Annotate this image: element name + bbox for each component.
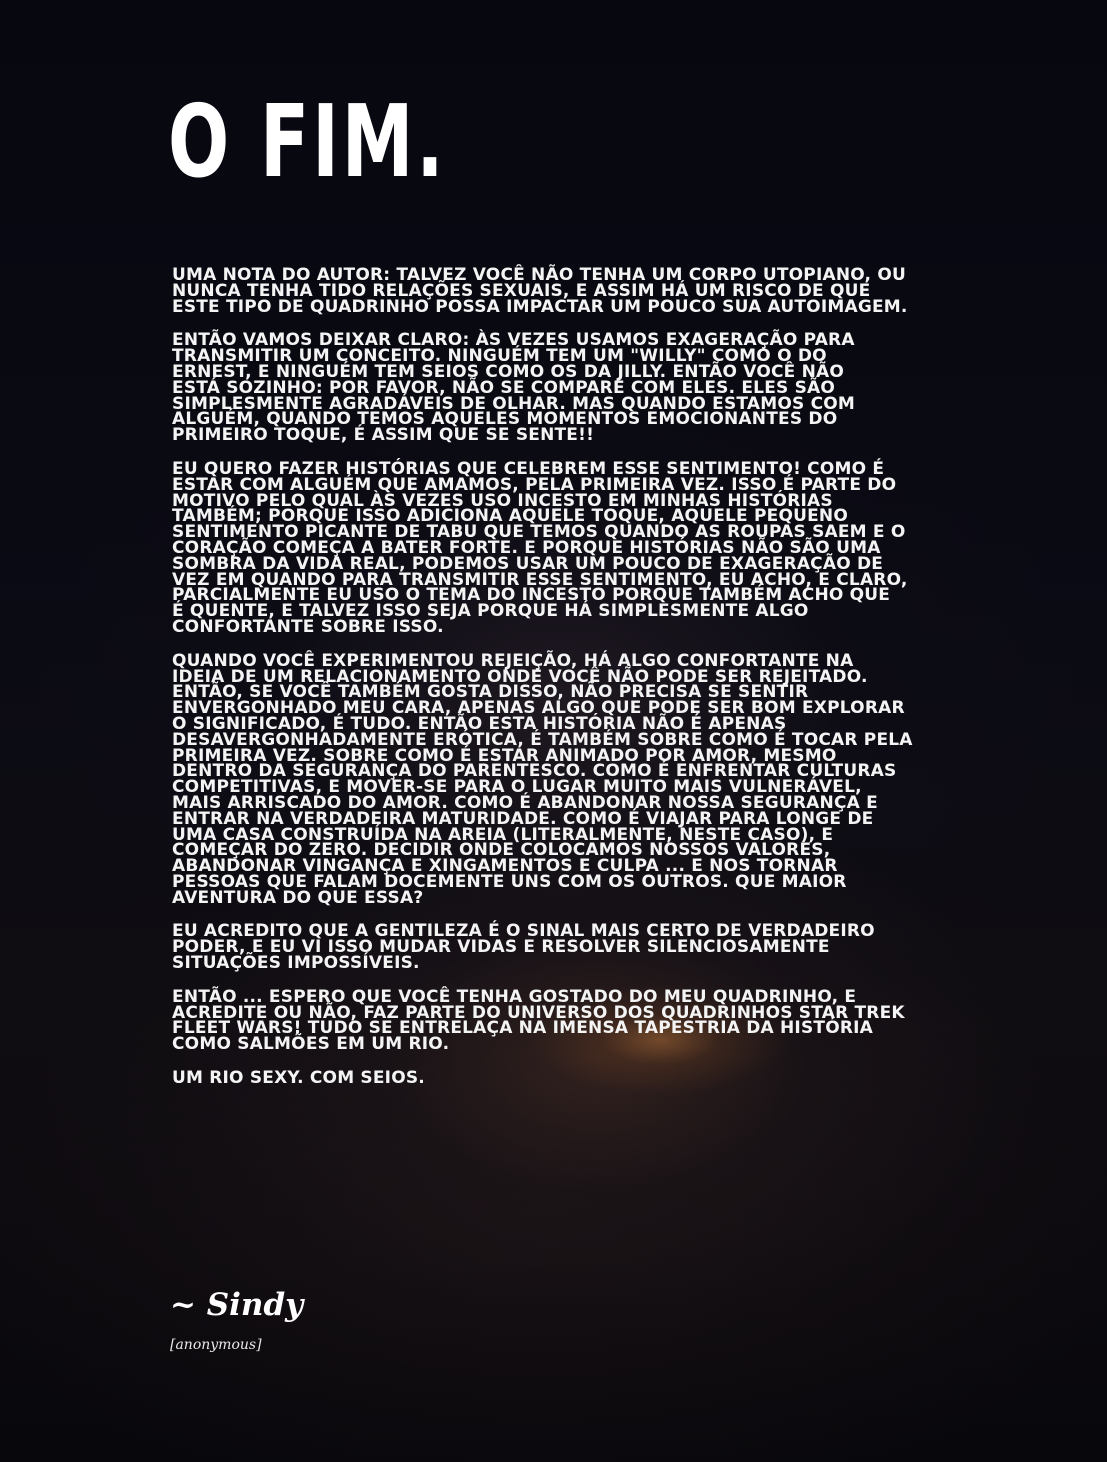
page-title: O FIM. bbox=[168, 83, 447, 200]
author-note bbox=[172, 265, 1052, 1105]
paragraph: EU QUERO FAZER HISTÓRIAS QUE CELEBREM ESSE SENTIMENTO! COMO É ESTAR COM ALGUÉM QUE AMAMOS, PELA PRIMEIRA VEZ. ISSO É PARTE DO MOTIVO PELO QUAL ÀS VEZES USO INCESTO EM MINHAS HISTÓRIAS TAMBÉM; PORQUE ISSO ADICIONA AQUELE TOQUE, AQUELE PEQUENO SENTIMENTO PICANTE DE TABU QUE TEMOS QUANDO AS ROUPAS SAEM E O CORAÇÃO COMEÇA A BATER FORTE. E PORQUE HISTÓRIAS NÃO SÃO UMA SOMBRA DA VIDA REAL, PODEMOS USAR UM POUCO DE EXAGERAÇÃO DE VEZ EM QUANDO PARA TRANSMITIR ESSE SENTIMENTO, EU ACHO, E CLARO, PARCIALMENTE EU USO O TEMA DO INCESTO PORQUE TAMBÉM ACHO QUE É QUENTE, E TALVEZ ISSO SEJA PORQUE HÁ SIMPLESMENTE ALGO CONFORTANTE SOBRE ISSO. bbox=[172, 458, 908, 637]
signature-subtitle: [anonymous] bbox=[170, 1337, 262, 1353]
paragraph: QUANDO VOCÊ EXPERIMENTOU REJEIÇÃO, HÁ ALGO CONFORTANTE NA IDEIA DE UM RELACIONAMENTO ONDE VOCÊ NÃO PODE SER REJEITADO. ENTÃO, SE VOCÊ TAMBÉM GOSTA DISSO, NÃO PRECISA SE SENTIR ENVERGONHADO MEU CARA, APENAS ALGO QUE PODE SER BOM EXPLORAR O SIGNIFICADO, É TUDO. ENTÃO ESTA HISTÓRIA NÃO É APENAS DESAVERGONHADAMENTE ERÓTICA, É TAMBÉM SOBRE COMO É TOCAR PELA PRIMEIRA VEZ. SOBRE COMO É ESTAR ANIMADO POR AMOR, MESMO DENTRO DA SEGURANÇA DO PARENTESCO. COMO É ENFRENTAR CULTURAS COMPETITIVAS, E MOVER-SE PARA O LUGAR MUITO MAIS VULNERÁVEL, MAIS ARRISCADO DO AMOR. COMO É ABANDONAR NOSSA SEGURANÇA E ENTRAR NA VERDADEIRA MATURIDADE. COMO É VIAJAR PARA LONGE DE UMA CASA CONSTRUÍDA NA AREIA (LITERALMENTE, NESTE CASO), E COMEÇAR DO ZERO. DECIDIR ONDE COLOCAMOS NOSSOS VALORES, ABANDONAR VINGANÇA E XINGAMENTOS E CULPA ... E NOS TORNAR PESSOAS QUE FALAM DOCEMENTE UNS COM OS OUTROS. QUE MAIOR AVENTURA DO QUE ESSA? bbox=[172, 650, 913, 908]
paragraph: ENTÃO ... ESPERO QUE VOCÊ TENHA GOSTADO DO MEU QUADRINHO, E ACREDITE OU NÃO, FAZ PARTE DO UNIVERSO DOS QUADRINHOS STAR TREK FLEET WARS! TUDO SE ENTRELAÇA NA IMENSA TAPESTRIA DA HISTÓRIA COMO SALMÕES EM UM RIO. bbox=[172, 986, 905, 1055]
paragraph: UM RIO SEXY. COM SEIOS. bbox=[172, 1068, 425, 1089]
author-signature: ~ Sindy bbox=[170, 1287, 304, 1323]
paragraph: ENTÃO VAMOS DEIXAR CLARO: ÀS VEZES USAMOS EXAGERAÇÃO PARA TRANSMITIR UM CONCEITO. NINGUÉM TEM UM "WILLY" COMO O DO ERNEST, E NINGUÉM TEM SEIOS COMO OS DA JILLY. ENTÃO VOCÊ NÃO ESTÁ SOZINHO: POR FAVOR, NÃO SE COMPARE COM ELES. ELES SÃO SIMPLESMENTE AGRADÁVEIS DE OLHAR. MAS QUANDO ESTAMOS COM ALGUÉM, QUANDO TEMOS AQUELES MOMENTOS EMOCIONANTES DO PRIMEIRO TOQUE, É ASSIM QUE SE SENTE!! bbox=[172, 330, 856, 446]
paragraph: UMA NOTA DO AUTOR: TALVEZ VOCÊ NÃO TENHA UM CORPO UTOPIANO, OU NUNCA TENHA TIDO RELAÇÕES SEXUAIS, E ASSIM HÁ UM RISCO DE QUE ESTE TIPO DE QUADRINHO POSSA IMPACTAR UM POUCO SUA AUTOIMAGEM. bbox=[172, 265, 908, 317]
paragraph: EU ACREDITO QUE A GENTILEZA É O SINAL MAIS CERTO DE VERDADEIRO PODER, E EU VI ISSO MUDAR VIDAS E RESOLVER SILENCIOSAMENTE SITUAÇÕES IMPOSSÍVEIS. bbox=[172, 921, 875, 974]
